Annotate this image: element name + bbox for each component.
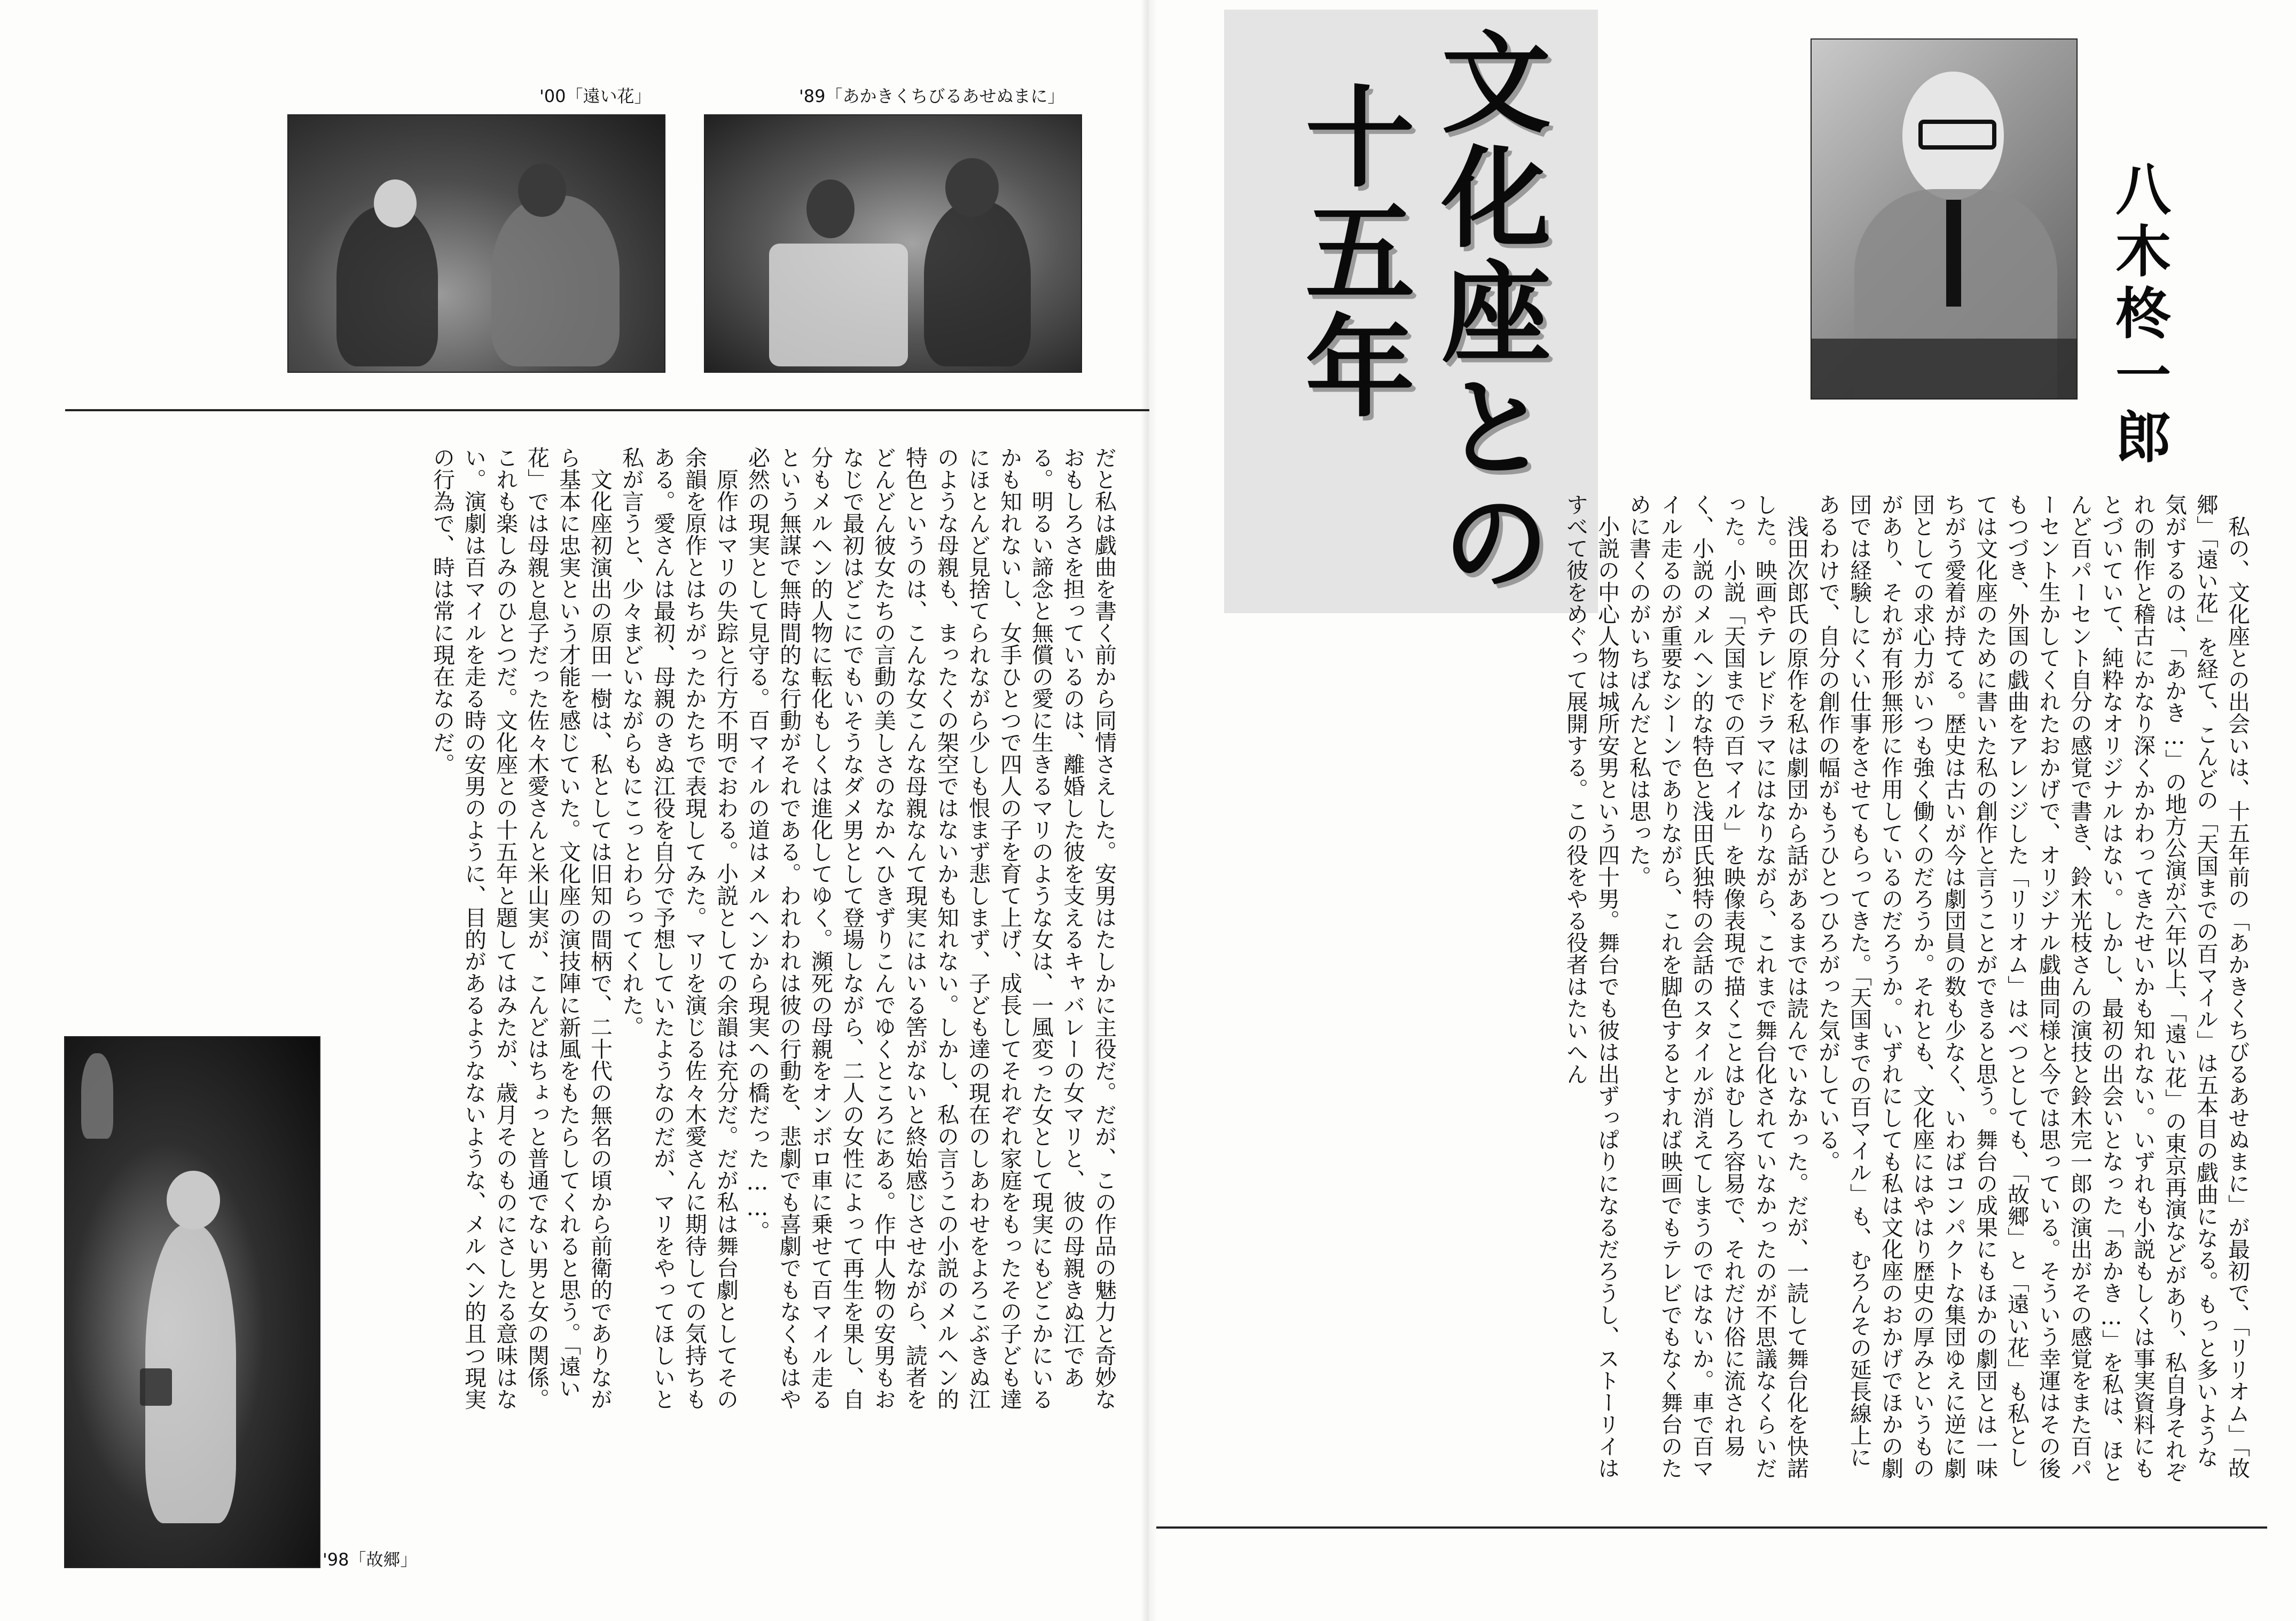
paragraph: 小説の中心人物は城所安男という四十男。舞台でも彼は出ずっぱりになるだろうし、ストーリイはすべて彼をめぐって展開する。この役をやる役者はたいへん xyxy=(1563,494,1620,1479)
author-portrait xyxy=(1811,38,2078,400)
left-page-rule xyxy=(65,409,1149,411)
paragraph: 浅田次郎氏の原作を私は劇団から話があるまでは読んでいなかった。だが、一読して舞台化を快諾した。映画やテレビドラマにはなりながら、これまで舞台化されていなかったのが不思議なくらいだった。小説「天国までの百マイル」を映像表現で描くことはむしろ容易で、それだけ俗に流され易く、小説のメルヘン的な特色と浅田氏独特の会話のスタイルが消えてしまうのではないか。車で百マイル走るのが重要なシーンでありながら、これを脚色するとすれば映画でもテレビでもなく舞台のために書くのがいちばんだと私は思った。 xyxy=(1626,494,1809,1479)
actress-figure-left xyxy=(336,206,438,366)
author-tie xyxy=(1946,200,1961,307)
paragraph: 私の、文化座との出会いは、十五年前の「あかきくちびるあせぬまに」が最初で、「リリオム」「故郷」「遠い花」を経て、こんどの「天国までの百マイル」は五本目の戯曲になる。もっと多いような気がするのは、「あかき…」の地方公演が六年以上、「遠い花」の東京再演などがあり、私自身それぞれの制作と稽古にかなり深くかかわってきたせいかも知れない。いずれも小説もしくは事実資料にもとづいていて、純粋なオリジナルはない。しかし、最初の出会いとなった「あかき…」を私は、ほとんど百パーセント自分の感覚で書き、鈴木光枝さんの演技と鈴木完一郎の演出がその感覚をまた百パーセント生かしてくれたおかげで、オリジナル戯曲同様と今では思っている。そういう幸運はその後もつづき、外国の戯曲をアレンジした「リリオム」はべつとしても、「故郷」と「遠い花」も私としては文化座のために書いた私の創作と言うことができると思う。舞台の成果にもほかの劇団とは一味ちがう愛着が持てる。歴史は古いが今は劇団員の数も少なく、いわばコンパクトな集団ゆえに逆に劇団としての求心力がいつも強く働くのだろうか。それとも、文化座にはやはり歴史の厚みというものがあり、それが有形無形に作用しているのだろうか。いずれにしても私は文化座のおかげでほかの劇団では経験しにくい仕事をさせてもらってきた。「天国までの百マイル」も、むろんその延長線上にあるわけで、自分の創作の幅がもうひとつひろがった気がしている。 xyxy=(1815,494,2250,1483)
stage-photo-akaki-kuchibiru xyxy=(704,114,1082,373)
author-glasses xyxy=(1918,120,1996,150)
actress-handbag xyxy=(140,1368,172,1406)
actress-figure-bed xyxy=(769,244,908,366)
author-desk xyxy=(1812,339,2076,398)
page-spine xyxy=(1141,0,1157,1621)
actor-figure xyxy=(924,201,1031,366)
actress-head-suit xyxy=(167,1171,220,1230)
photo-caption-furusato: '98「故郷」 xyxy=(323,1549,418,1570)
author-name: 八木柊一郎 xyxy=(2106,160,2172,470)
body-text-right-page xyxy=(1192,494,2253,1487)
paragraph: 文化座初演出の原田一樹は、私としては旧知の間柄で、二十代の無名の頃から前衛的でありながら基本に忠実という才能を感じていた。文化座の演技陣に新風をもたらしてくれると思う。「遠い花」では母親と息子だった佐々木愛さんと米山実が、こんどはちょっと普通でない男と女の関係。これも楽しみのひとつだ。文化座との十五年と題してはみたが、歳月そのものにさしたる意味はない。演劇は百マイルを走る時の安男のように、目的があるようなないような、メルヘン的且つ現実の行為で、時は常に現在なのだ。 xyxy=(429,447,613,1410)
article-title-line1: 文化座との xyxy=(1423,26,1550,600)
actress-figure-right xyxy=(491,195,620,366)
actress-head-right xyxy=(518,163,566,217)
stage-photo-furusato xyxy=(64,1036,320,1568)
actress-head-left xyxy=(374,179,417,228)
stage-photo-toi-hana xyxy=(287,114,665,373)
paragraph: だと私は戯曲を書く前から同情さえした。安男はたしかに主役だ。だが、この作品の魅力と奇妙なおもしろさを担っているのは、離婚した彼を支えるキャバレーの女マリと、彼の母親きぬ江である。明るい諦念と無償の愛に生きるマリのような女は、一風変った女として現実にもどこかにいるかも知れないし、女手ひとつで四人の子を育て上げ、成長してそれぞれ家庭をもったその子ども達にほとんど見捨てられながら少しも恨まず悲しまず、子ども達の現在のしあわせをよろこぶきぬ江のような母親も、まったくの架空ではないかも知れない。しかし、私の言うこの小説のメルヘン的特色というのは、こんな女こんな母親なんて現実にはいる筈がないと終始感じさせながら、読者をどんどん彼女たちの言動の美しさのなかへひきずりこんでゆくところにある。作中人物の安男もおなじで最初はどこにでもいそうなダメ男として登場しながら、二人の女性によって再生を果し、自分もメルヘン的人物に転化もしくは進化してゆく。瀕死の母親をオンボロ車に乗せて百マイル走るという無謀で無時間的な行動がそれである。われわれは彼の行動を、悲劇でも喜劇でもなくもはや必然の現実として見守る。百マイルの道はメルヘンから現実への橋だった……。 xyxy=(745,447,1117,1410)
photo-caption-akaki-kuchibiru: '89「あかきくちびるあせぬまに」 xyxy=(799,86,1065,106)
article-title-line2: 十五年 xyxy=(1287,80,1414,425)
right-page-rule xyxy=(1156,1526,2267,1529)
photo-caption-toi-hana: '00「遠い花」 xyxy=(539,86,652,106)
actress-head-bed xyxy=(806,179,855,238)
background-figure xyxy=(81,1053,113,1139)
actor-head xyxy=(945,158,999,217)
paragraph: 原作はマリの失踪と行方不明でおわる。小説としての余韻は充分だ。だが私は舞台劇としてその余韻を原作とはちがったかたちで表現してみた。マリを演じる佐々木愛さんに期待しての気持ちもある。愛さんは最初、母親のきぬ江役を自分で予想していたようなのだが、マリをやってほしいと私が言うと、少々まどいながらもにこっとわらってくれた。 xyxy=(618,447,739,1410)
